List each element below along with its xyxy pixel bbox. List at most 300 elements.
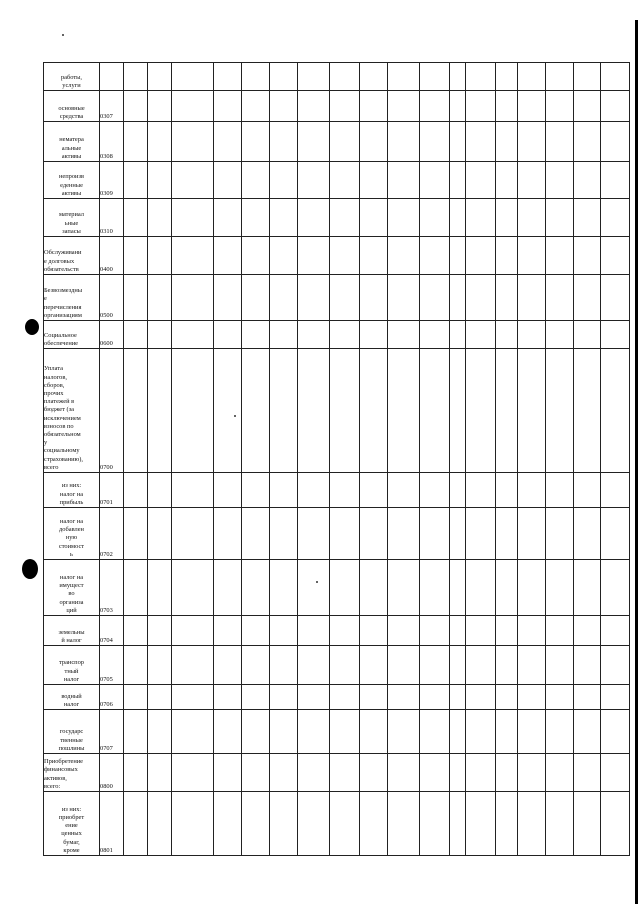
empty-value-cell xyxy=(298,349,330,473)
financial-report-table xyxy=(43,62,630,856)
empty-value-cell xyxy=(450,63,466,91)
empty-value-cell xyxy=(388,754,420,792)
empty-value-cell xyxy=(148,275,172,321)
empty-value-cell xyxy=(124,560,148,616)
empty-value-cell xyxy=(496,616,518,646)
empty-value-cell xyxy=(214,616,242,646)
empty-value-cell xyxy=(420,792,450,856)
empty-value-cell xyxy=(496,199,518,237)
empty-value-cell xyxy=(518,275,546,321)
empty-value-cell xyxy=(450,710,466,754)
empty-value-cell xyxy=(496,473,518,508)
empty-value-cell xyxy=(518,754,546,792)
empty-value-cell xyxy=(466,275,496,321)
row-label-cell xyxy=(44,616,100,646)
empty-value-cell xyxy=(172,321,214,349)
row-code-cell: 0707 xyxy=(100,710,124,754)
empty-value-cell xyxy=(601,473,630,508)
empty-value-cell xyxy=(601,646,630,685)
empty-value-cell xyxy=(330,560,360,616)
hole-punch-mark xyxy=(22,559,38,579)
row-label: Обслуживани е долговых обязательств xyxy=(44,249,82,273)
empty-value-cell xyxy=(496,321,518,349)
empty-value-cell xyxy=(546,63,574,91)
row-code-cell: 0701 xyxy=(100,473,124,508)
empty-value-cell xyxy=(270,122,298,162)
empty-value-cell xyxy=(496,710,518,754)
empty-value-cell xyxy=(518,616,546,646)
empty-value-cell xyxy=(546,560,574,616)
empty-value-cell xyxy=(298,508,330,560)
empty-value-cell xyxy=(330,349,360,473)
empty-value-cell xyxy=(360,199,388,237)
empty-value-cell xyxy=(330,792,360,856)
empty-value-cell xyxy=(546,616,574,646)
empty-value-cell xyxy=(466,685,496,710)
empty-value-cell xyxy=(360,754,388,792)
empty-value-cell xyxy=(298,63,330,91)
empty-value-cell xyxy=(574,91,601,122)
empty-value-cell xyxy=(330,685,360,710)
empty-value-cell xyxy=(466,63,496,91)
empty-value-cell xyxy=(298,792,330,856)
empty-value-cell xyxy=(466,646,496,685)
row-label-cell xyxy=(44,792,100,856)
empty-value-cell xyxy=(270,560,298,616)
empty-value-cell xyxy=(298,616,330,646)
empty-value-cell xyxy=(214,162,242,199)
empty-value-cell xyxy=(546,91,574,122)
empty-value-cell xyxy=(574,162,601,199)
empty-value-cell xyxy=(124,710,148,754)
table-row xyxy=(44,473,630,508)
empty-value-cell xyxy=(466,710,496,754)
empty-value-cell xyxy=(601,508,630,560)
empty-value-cell xyxy=(388,91,420,122)
empty-value-cell xyxy=(172,616,214,646)
empty-value-cell xyxy=(518,560,546,616)
empty-value-cell xyxy=(466,349,496,473)
table-row xyxy=(44,685,630,710)
empty-value-cell xyxy=(270,321,298,349)
empty-value-cell xyxy=(298,122,330,162)
empty-value-cell xyxy=(466,473,496,508)
empty-value-cell xyxy=(574,122,601,162)
empty-value-cell xyxy=(242,199,270,237)
empty-value-cell xyxy=(420,560,450,616)
empty-value-cell xyxy=(148,349,172,473)
empty-value-cell xyxy=(546,473,574,508)
empty-value-cell xyxy=(574,473,601,508)
empty-value-cell xyxy=(124,275,148,321)
table-row xyxy=(44,792,630,856)
empty-value-cell xyxy=(496,685,518,710)
table-row xyxy=(44,508,630,560)
empty-value-cell xyxy=(388,473,420,508)
empty-value-cell xyxy=(601,321,630,349)
empty-value-cell xyxy=(466,122,496,162)
empty-value-cell xyxy=(172,199,214,237)
empty-value-cell xyxy=(242,63,270,91)
empty-value-cell xyxy=(388,122,420,162)
empty-value-cell xyxy=(450,792,466,856)
row-label: государс твенные пошлины xyxy=(58,728,85,752)
row-code-cell: 0800 xyxy=(100,754,124,792)
empty-value-cell xyxy=(420,275,450,321)
empty-value-cell xyxy=(450,321,466,349)
empty-value-cell xyxy=(270,237,298,275)
row-code-cell: 0308 xyxy=(100,122,124,162)
empty-value-cell xyxy=(298,710,330,754)
empty-value-cell xyxy=(124,349,148,473)
empty-value-cell xyxy=(496,91,518,122)
row-label: основные средства xyxy=(58,104,85,120)
row-code-cell: 0307 xyxy=(100,91,124,122)
empty-value-cell xyxy=(546,754,574,792)
empty-value-cell xyxy=(242,237,270,275)
empty-value-cell xyxy=(466,560,496,616)
table-row xyxy=(44,122,630,162)
empty-value-cell xyxy=(270,685,298,710)
empty-value-cell xyxy=(124,321,148,349)
empty-value-cell xyxy=(330,91,360,122)
empty-value-cell xyxy=(270,616,298,646)
empty-value-cell xyxy=(242,685,270,710)
empty-value-cell xyxy=(270,646,298,685)
empty-value-cell xyxy=(601,685,630,710)
empty-value-cell xyxy=(214,685,242,710)
empty-value-cell xyxy=(420,122,450,162)
empty-value-cell xyxy=(518,122,546,162)
empty-value-cell xyxy=(148,237,172,275)
empty-value-cell xyxy=(148,162,172,199)
empty-value-cell xyxy=(242,321,270,349)
empty-value-cell xyxy=(546,792,574,856)
empty-value-cell xyxy=(148,199,172,237)
empty-value-cell xyxy=(574,349,601,473)
empty-value-cell xyxy=(172,508,214,560)
row-label-cell xyxy=(44,710,100,754)
empty-value-cell xyxy=(270,199,298,237)
empty-value-cell xyxy=(450,162,466,199)
empty-value-cell xyxy=(242,473,270,508)
row-label-cell xyxy=(44,560,100,616)
empty-value-cell xyxy=(496,792,518,856)
row-label-cell xyxy=(44,199,100,237)
empty-value-cell xyxy=(388,560,420,616)
empty-value-cell xyxy=(172,792,214,856)
row-label: транспор тный налог xyxy=(59,659,84,683)
empty-value-cell xyxy=(420,754,450,792)
empty-value-cell xyxy=(601,237,630,275)
empty-value-cell xyxy=(546,349,574,473)
empty-value-cell xyxy=(360,237,388,275)
empty-value-cell xyxy=(496,754,518,792)
empty-value-cell xyxy=(518,91,546,122)
empty-value-cell xyxy=(298,473,330,508)
empty-value-cell xyxy=(124,162,148,199)
empty-value-cell xyxy=(574,199,601,237)
empty-value-cell xyxy=(270,508,298,560)
row-label-cell xyxy=(44,122,100,162)
row-label-cell xyxy=(44,162,100,199)
row-label: Приобретение финансовых активов, всего: xyxy=(44,758,84,790)
row-label-cell xyxy=(44,473,100,508)
empty-value-cell xyxy=(360,685,388,710)
empty-value-cell xyxy=(518,792,546,856)
table-row xyxy=(44,63,630,91)
empty-value-cell xyxy=(450,275,466,321)
row-label: Уплата налогов, сборов, прочих платежей в бюджет (за исключением взносов по обязательном у социальному страхованию), всего xyxy=(44,365,83,471)
empty-value-cell xyxy=(298,560,330,616)
empty-value-cell xyxy=(298,237,330,275)
empty-value-cell xyxy=(124,508,148,560)
empty-value-cell xyxy=(214,122,242,162)
empty-value-cell xyxy=(420,508,450,560)
empty-value-cell xyxy=(298,321,330,349)
empty-value-cell xyxy=(360,321,388,349)
empty-value-cell xyxy=(172,646,214,685)
empty-value-cell xyxy=(601,91,630,122)
row-label-cell xyxy=(44,91,100,122)
empty-value-cell xyxy=(172,122,214,162)
empty-value-cell xyxy=(574,237,601,275)
empty-value-cell xyxy=(420,349,450,473)
empty-value-cell xyxy=(518,349,546,473)
row-label: Безвозмездны е перечисления организациям xyxy=(44,287,83,319)
empty-value-cell xyxy=(360,616,388,646)
empty-value-cell xyxy=(601,162,630,199)
empty-value-cell xyxy=(124,473,148,508)
table-row xyxy=(44,754,630,792)
row-label-cell xyxy=(44,685,100,710)
empty-value-cell xyxy=(172,63,214,91)
empty-value-cell xyxy=(450,199,466,237)
empty-value-cell xyxy=(172,710,214,754)
empty-value-cell xyxy=(496,162,518,199)
empty-value-cell xyxy=(330,162,360,199)
empty-value-cell xyxy=(330,122,360,162)
empty-value-cell xyxy=(360,473,388,508)
empty-value-cell xyxy=(124,237,148,275)
empty-value-cell xyxy=(574,754,601,792)
empty-value-cell xyxy=(242,122,270,162)
row-code-cell: 0705 xyxy=(100,646,124,685)
empty-value-cell xyxy=(574,560,601,616)
empty-value-cell xyxy=(420,237,450,275)
empty-value-cell xyxy=(574,321,601,349)
empty-value-cell xyxy=(148,63,172,91)
empty-value-cell xyxy=(518,646,546,685)
empty-value-cell xyxy=(270,473,298,508)
row-code-cell: 0704 xyxy=(100,616,124,646)
row-code-cell: 0500 xyxy=(100,275,124,321)
empty-value-cell xyxy=(601,754,630,792)
empty-value-cell xyxy=(298,199,330,237)
row-label: из них: налог на прибыль xyxy=(59,482,84,506)
empty-value-cell xyxy=(450,122,466,162)
empty-value-cell xyxy=(518,199,546,237)
table-row xyxy=(44,275,630,321)
empty-value-cell xyxy=(420,646,450,685)
empty-value-cell xyxy=(518,237,546,275)
empty-value-cell xyxy=(420,710,450,754)
empty-value-cell xyxy=(450,91,466,122)
empty-value-cell xyxy=(546,199,574,237)
empty-value-cell xyxy=(214,473,242,508)
empty-value-cell xyxy=(601,792,630,856)
empty-value-cell xyxy=(124,754,148,792)
empty-value-cell xyxy=(330,508,360,560)
empty-value-cell xyxy=(330,646,360,685)
empty-value-cell xyxy=(450,685,466,710)
empty-value-cell xyxy=(496,275,518,321)
empty-value-cell xyxy=(242,91,270,122)
empty-value-cell xyxy=(546,685,574,710)
empty-value-cell xyxy=(148,646,172,685)
row-label: налог на добавлен ную стоимост ь xyxy=(58,517,85,558)
empty-value-cell xyxy=(518,473,546,508)
empty-value-cell xyxy=(518,162,546,199)
empty-value-cell xyxy=(388,63,420,91)
empty-value-cell xyxy=(172,349,214,473)
empty-value-cell xyxy=(360,122,388,162)
empty-value-cell xyxy=(574,63,601,91)
empty-value-cell xyxy=(172,560,214,616)
empty-value-cell xyxy=(330,710,360,754)
empty-value-cell xyxy=(330,237,360,275)
empty-value-cell xyxy=(148,91,172,122)
table-row xyxy=(44,560,630,616)
empty-value-cell xyxy=(172,754,214,792)
empty-value-cell xyxy=(496,122,518,162)
empty-value-cell xyxy=(496,646,518,685)
empty-value-cell xyxy=(466,199,496,237)
empty-value-cell xyxy=(148,321,172,349)
empty-value-cell xyxy=(601,560,630,616)
empty-value-cell xyxy=(388,792,420,856)
table-row xyxy=(44,162,630,199)
empty-value-cell xyxy=(450,560,466,616)
empty-value-cell xyxy=(270,710,298,754)
empty-value-cell xyxy=(518,710,546,754)
empty-value-cell xyxy=(388,349,420,473)
empty-value-cell xyxy=(601,122,630,162)
empty-value-cell xyxy=(466,754,496,792)
empty-value-cell xyxy=(466,321,496,349)
empty-value-cell xyxy=(360,646,388,685)
row-code-cell xyxy=(100,63,124,91)
empty-value-cell xyxy=(270,162,298,199)
empty-value-cell xyxy=(330,199,360,237)
empty-value-cell xyxy=(450,616,466,646)
empty-value-cell xyxy=(360,710,388,754)
empty-value-cell xyxy=(450,473,466,508)
empty-value-cell xyxy=(360,508,388,560)
table-row xyxy=(44,237,630,275)
empty-value-cell xyxy=(546,162,574,199)
row-label: водный налог xyxy=(61,692,82,708)
empty-value-cell xyxy=(388,508,420,560)
empty-value-cell xyxy=(450,349,466,473)
page-edge-shadow xyxy=(635,20,638,904)
empty-value-cell xyxy=(298,162,330,199)
row-label-cell xyxy=(44,754,100,792)
empty-value-cell xyxy=(466,616,496,646)
empty-value-cell xyxy=(420,321,450,349)
empty-value-cell xyxy=(450,508,466,560)
row-label-cell xyxy=(44,275,100,321)
empty-value-cell xyxy=(298,685,330,710)
empty-value-cell xyxy=(124,122,148,162)
empty-value-cell xyxy=(242,162,270,199)
empty-value-cell xyxy=(172,685,214,710)
empty-value-cell xyxy=(214,792,242,856)
empty-value-cell xyxy=(298,754,330,792)
empty-value-cell xyxy=(518,685,546,710)
row-code-cell: 0700 xyxy=(100,349,124,473)
row-label-cell xyxy=(44,646,100,685)
row-label-cell xyxy=(44,237,100,275)
empty-value-cell xyxy=(518,63,546,91)
empty-value-cell xyxy=(172,473,214,508)
row-code-cell: 0400 xyxy=(100,237,124,275)
empty-value-cell xyxy=(124,199,148,237)
row-label: из них: приобрет ение ценных бумаг, кроме xyxy=(58,805,85,854)
row-code-cell: 0706 xyxy=(100,685,124,710)
empty-value-cell xyxy=(496,508,518,560)
empty-value-cell xyxy=(574,710,601,754)
empty-value-cell xyxy=(148,685,172,710)
empty-value-cell xyxy=(360,91,388,122)
empty-value-cell xyxy=(124,792,148,856)
empty-value-cell xyxy=(214,199,242,237)
empty-value-cell xyxy=(242,792,270,856)
row-code-cell: 0702 xyxy=(100,508,124,560)
empty-value-cell xyxy=(172,162,214,199)
empty-value-cell xyxy=(546,710,574,754)
empty-value-cell xyxy=(574,646,601,685)
table-row xyxy=(44,616,630,646)
empty-value-cell xyxy=(466,162,496,199)
empty-value-cell xyxy=(466,508,496,560)
row-label: земельны й налог xyxy=(58,628,85,644)
empty-value-cell xyxy=(420,199,450,237)
empty-value-cell xyxy=(148,560,172,616)
empty-value-cell xyxy=(124,646,148,685)
empty-value-cell xyxy=(388,646,420,685)
empty-value-cell xyxy=(601,616,630,646)
hole-punch-mark xyxy=(25,319,39,335)
empty-value-cell xyxy=(496,63,518,91)
empty-value-cell xyxy=(450,646,466,685)
empty-value-cell xyxy=(270,63,298,91)
empty-value-cell xyxy=(330,63,360,91)
empty-value-cell xyxy=(466,237,496,275)
empty-value-cell xyxy=(214,349,242,473)
empty-value-cell xyxy=(124,91,148,122)
empty-value-cell xyxy=(601,349,630,473)
empty-value-cell xyxy=(420,91,450,122)
empty-value-cell xyxy=(148,508,172,560)
empty-value-cell xyxy=(496,237,518,275)
empty-value-cell xyxy=(496,349,518,473)
row-label: работы, услуги xyxy=(60,73,83,89)
empty-value-cell xyxy=(330,754,360,792)
empty-value-cell xyxy=(242,349,270,473)
empty-value-cell xyxy=(148,616,172,646)
empty-value-cell xyxy=(601,710,630,754)
